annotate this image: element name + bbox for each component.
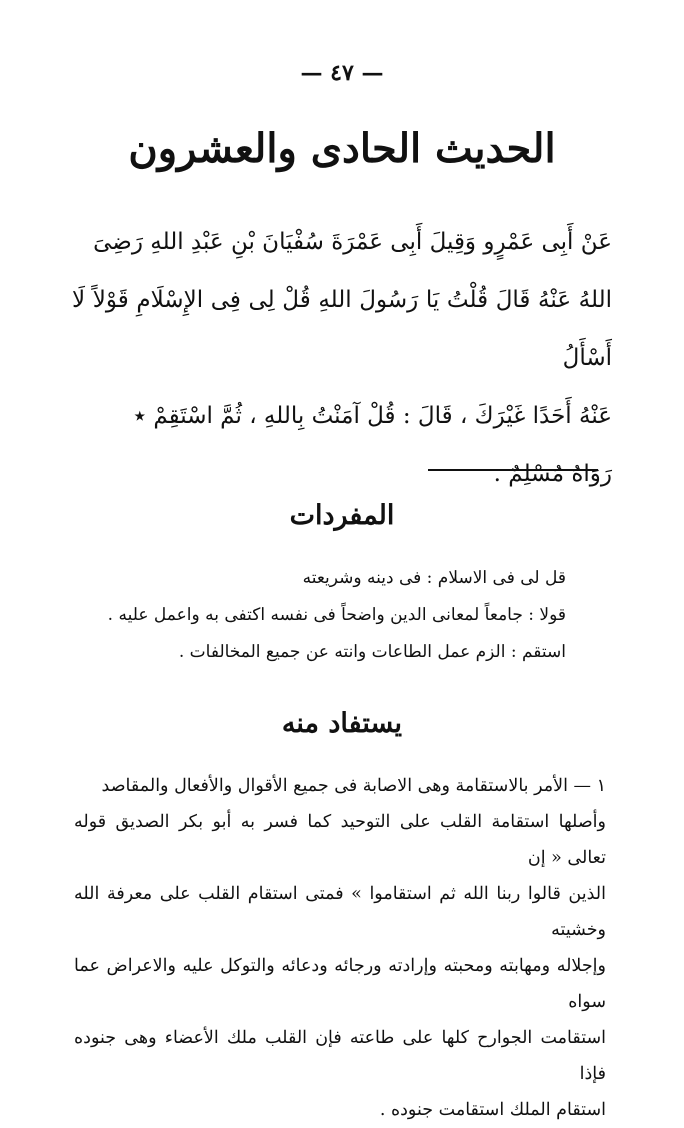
- section-divider: [428, 469, 598, 471]
- vocabulary-heading: المفردات: [289, 500, 395, 531]
- hadith-line: عَنْهُ أَحَدًا غَيْرَكَ ، قَالَ : قُلْ آمَنْتُ بِاللهِ ، ثُمَّ اسْتَقِمْ ٭: [133, 403, 612, 429]
- benefit-line: وأصلها استقامة القلب على التوحيد كما فسر به أبو بكر الصديق قوله تعالى « إن: [74, 812, 606, 868]
- benefit-line: الذين قالوا ربنا الله ثم استقاموا » فمتى استقام القلب على معرفة الله وخشيته: [74, 884, 606, 940]
- benefits-heading: يستفاد منه: [281, 708, 403, 739]
- benefit-line: استقام الملك استقامت جنوده .: [379, 1100, 606, 1120]
- benefit-line: ١ — الأمر بالاستقامة وهى الاصابة فى جميع الأقوال والأفعال والمقاصد: [101, 776, 606, 796]
- vocabulary-item: استقم : الزم عمل الطاعات وانته عن جميع المخالفات .: [178, 642, 566, 662]
- page-number: — ٤٧ —: [300, 60, 384, 86]
- vocabulary-list: [66, 560, 566, 671]
- hadith-line: اللهُ عَنْهُ قَالَ قُلْتُ يَا رَسُولَ اللهِ قُلْ لِى فِى الإِسْلَامِ قَوْلاً لَا أَسْأَلُ: [72, 287, 612, 371]
- benefits-text: [74, 768, 606, 1128]
- vocabulary-item: قل لى فى الاسلام : فى دينه وشريعته: [302, 568, 566, 588]
- hadith-line: رَوَاهُ مُسْلِمٌ .: [493, 461, 612, 487]
- hadith-title: الحديث الحادى والعشرون: [128, 125, 556, 172]
- vocabulary-item: قولا : جامعاً لمعانى الدين واضحاً فى نفسه اكتفى به واعمل عليه .: [107, 605, 566, 625]
- benefit-line: استقامت الجوارح كلها على طاعته فإن القلب ملك الأعضاء وهى جنوده فإذا: [74, 1028, 606, 1084]
- hadith-text: [72, 213, 612, 503]
- hadith-line: عَنْ أَبِى عَمْرٍو وَقِيلَ أَبِى عَمْرَةَ سُفْيَانَ بْنِ عَبْدِ اللهِ رَضِىَ: [93, 229, 612, 255]
- benefit-line: وإجلاله ومهابته ومحبته وإرادته ورجائه ودعائه والتوكل عليه والاعراض عما سواه: [74, 956, 606, 1012]
